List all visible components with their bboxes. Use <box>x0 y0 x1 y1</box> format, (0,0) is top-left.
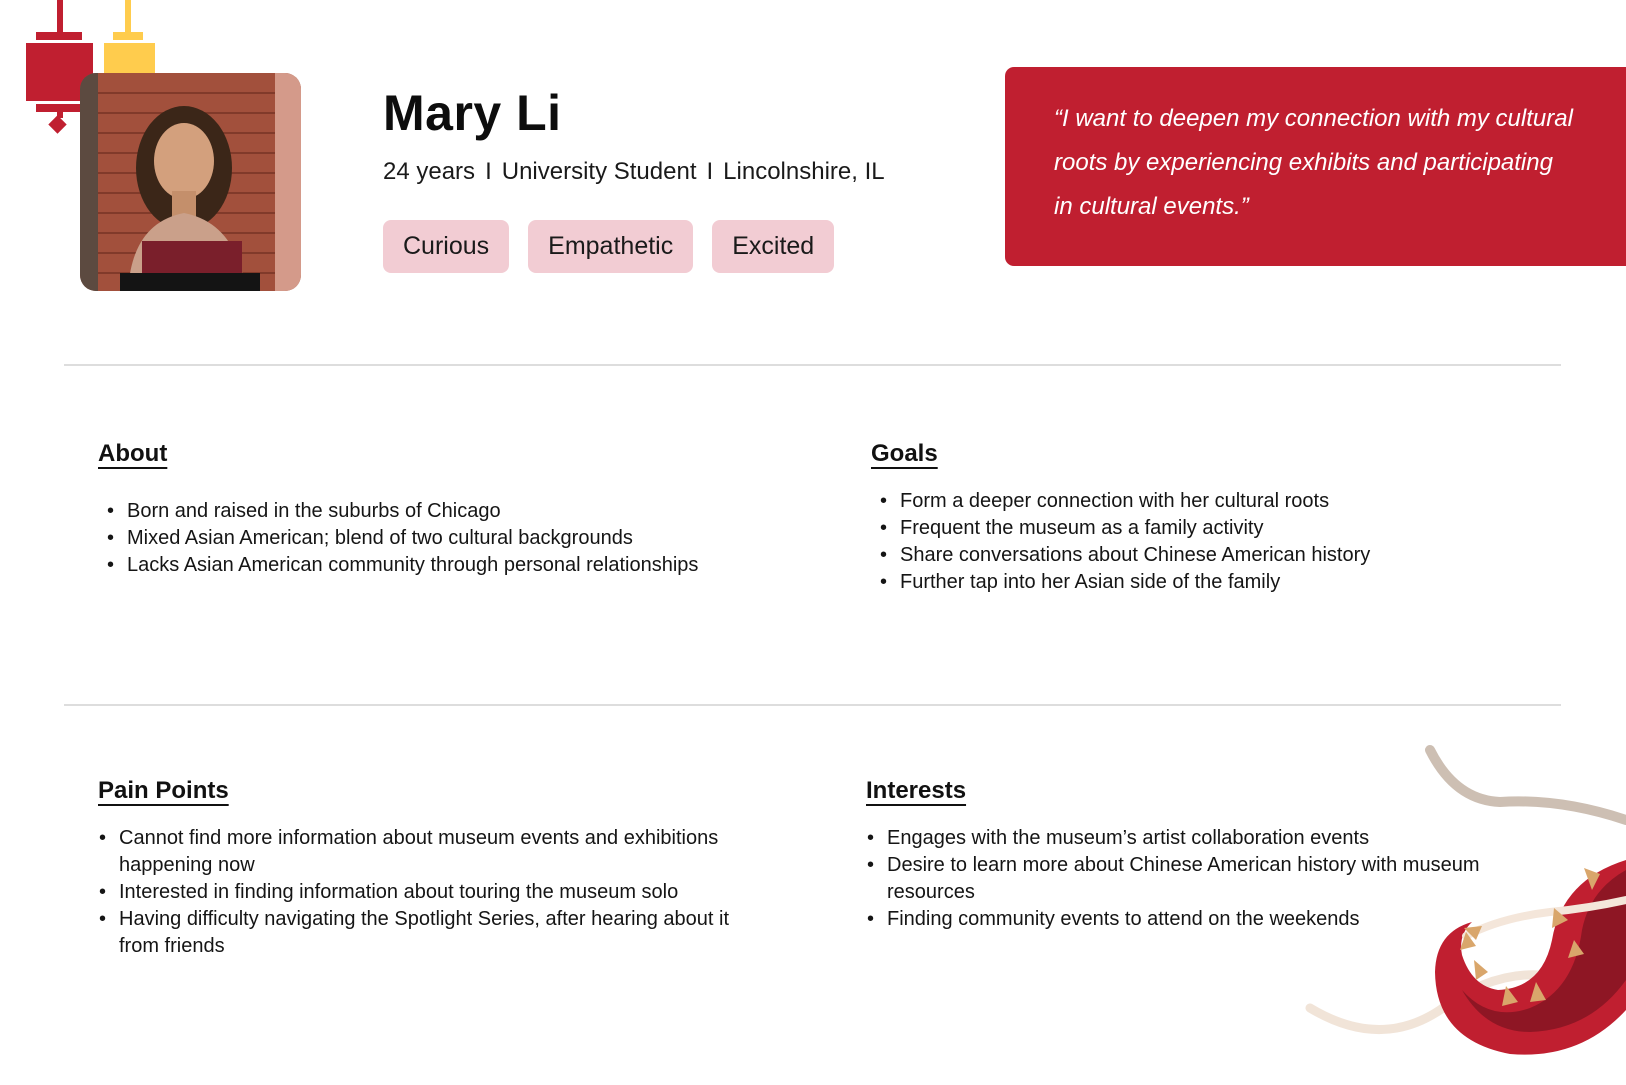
quote-box <box>1005 67 1626 266</box>
list-item: • Having difficulty navigating the Spotlight Series, after hearing about it from friends <box>119 906 738 960</box>
goals-section <box>871 440 1571 596</box>
list-item: • Engages with the museum’s artist collaboration events <box>887 825 1516 852</box>
list-item: • Finding community events to attend on the weekends <box>887 906 1516 933</box>
persona-name: Mary Li <box>383 85 562 141</box>
list-item: • Form a deeper connection with her cultural roots <box>900 488 1571 515</box>
persona-location: Lincolnshire, IL <box>723 158 885 185</box>
list-item: • Desire to learn more about Chinese American history with museum resources <box>887 852 1516 906</box>
section-title-pain-points: Pain Points <box>98 777 229 804</box>
trait-tag: Empathetic <box>528 220 693 273</box>
section-title-goals: Goals <box>871 440 938 467</box>
about-list <box>98 498 798 579</box>
list-item: • Share conversations about Chinese American history <box>900 542 1571 569</box>
goals-list <box>871 488 1571 596</box>
interests-list <box>866 825 1516 933</box>
quote-text: “I want to deepen my connection with my cultural roots by experiencing exhibits and participating in cultural events.” <box>1054 105 1573 220</box>
meta-separator: I <box>485 158 492 185</box>
list-item: • Mixed Asian American; blend of two cultural backgrounds <box>127 525 798 552</box>
interests-section <box>866 777 1516 933</box>
list-item: • Born and raised in the suburbs of Chicago <box>127 498 798 525</box>
list-item: • Cannot find more information about museum events and exhibitions happening now <box>119 825 738 879</box>
section-title-about: About <box>98 440 168 467</box>
list-item: • Interested in finding information about touring the museum solo <box>119 879 738 906</box>
list-item: • Further tap into her Asian side of the family <box>900 569 1571 596</box>
trait-tag: Excited <box>712 220 834 273</box>
divider <box>64 704 1561 706</box>
list-item: • Lacks Asian American community through personal relationships <box>127 552 798 579</box>
pain-points-list <box>98 825 738 960</box>
persona-meta <box>383 158 885 186</box>
trait-tag: Curious <box>383 220 509 273</box>
divider <box>64 364 1561 366</box>
portrait-photo <box>80 73 301 291</box>
section-title-interests: Interests <box>866 777 967 804</box>
about-section <box>98 440 798 579</box>
trait-tags <box>383 220 834 273</box>
persona-age: 24 years <box>383 158 476 185</box>
pain-points-section <box>98 777 738 960</box>
meta-separator: I <box>706 158 714 185</box>
list-item: • Frequent the museum as a family activity <box>900 515 1571 542</box>
persona-occupation: University Student <box>501 158 697 185</box>
